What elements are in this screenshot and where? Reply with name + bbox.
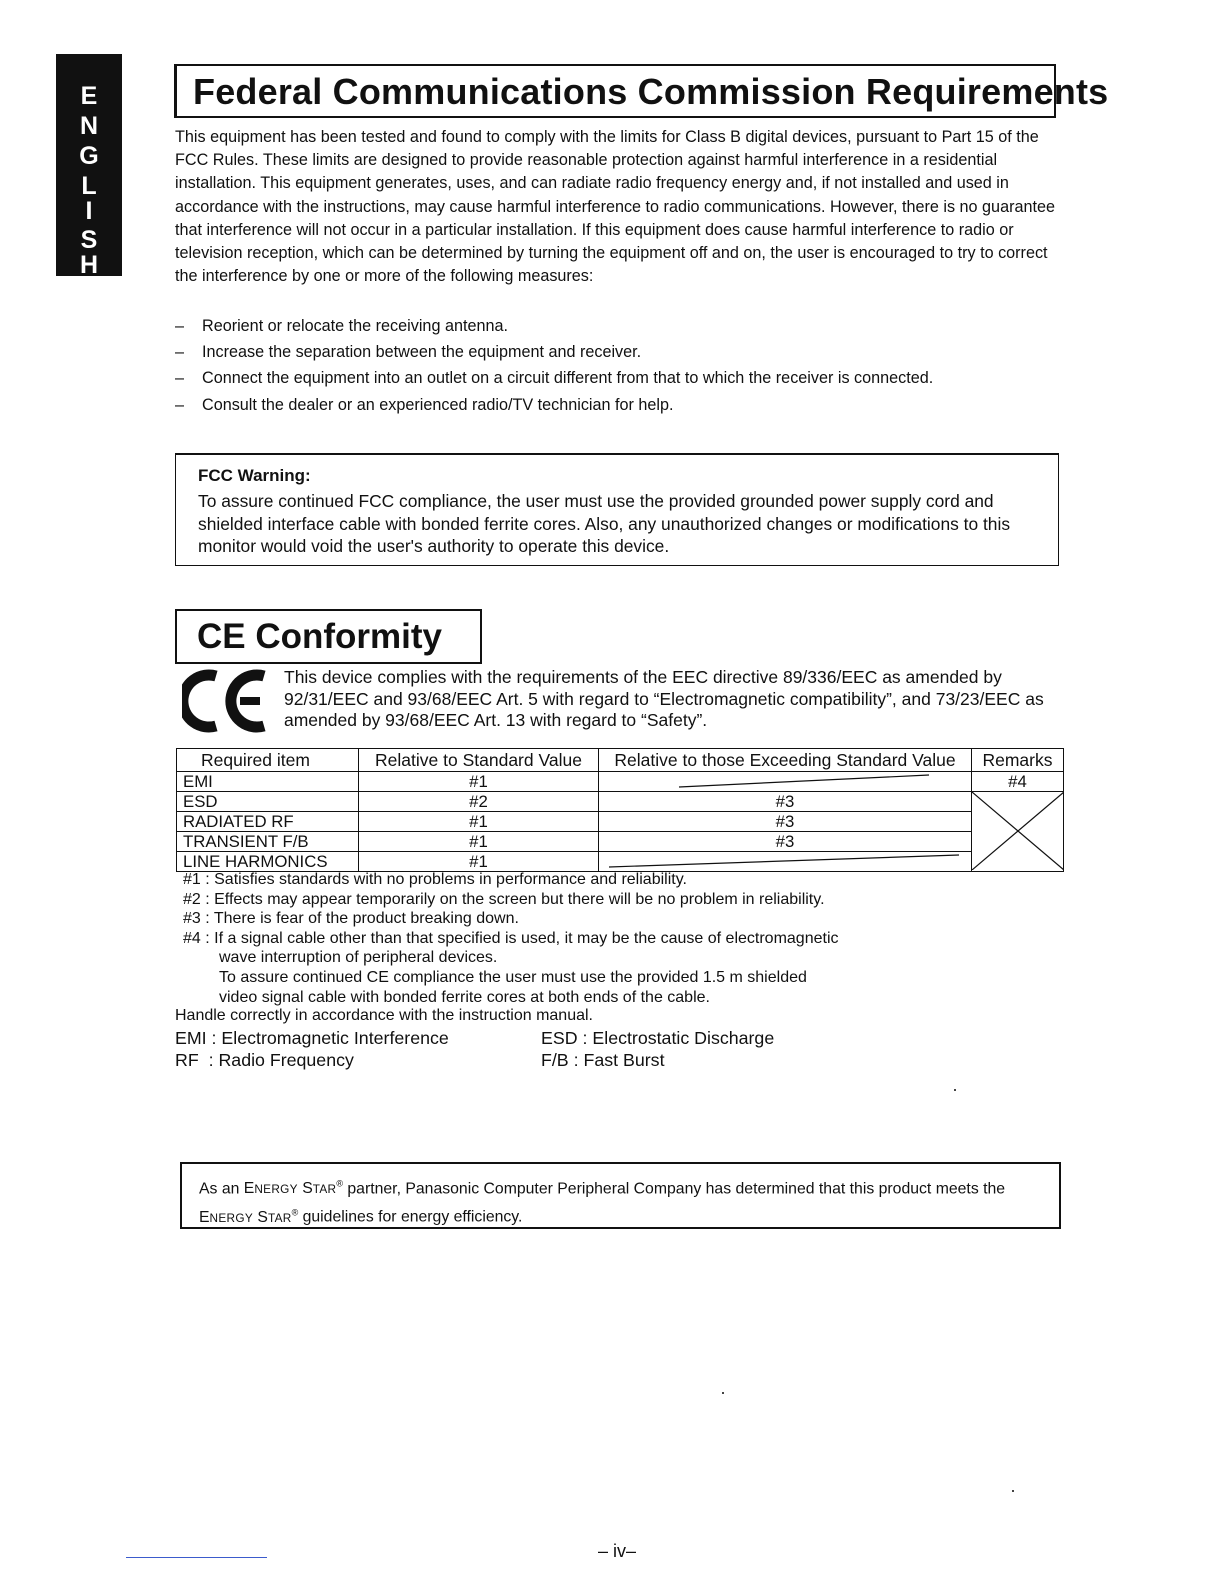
table-row: RADIATED RF #1 #3 [177,812,1064,832]
column-header: Relative to Standard Value [359,749,599,772]
fcc-paragraph: This equipment has been tested and found to comply with the limits for Class B digital devices, pursuant to Part 15 of the FCC Rules. These limits are designed to provide reasonable protection against harmful interference in a residential installation. This equipment generates, uses, and can radiate radio frequency energy and, if not installed and used in accordance with the instructions, may cause harmful interference to radio communications. However, there is no guarantee that interference will not occur in a particular installation. If this equipment does cause harmful interference to radio or television reception, which can be determined by turning the equipment off and on, the user is encouraged to try to correct the interference by one or more of the following measures: [175,128,1055,286]
abbreviation: ESD : Electrostatic Discharge [541,1028,775,1048]
footnote: #3 : There is fear of the product breaking down. [183,910,519,928]
footnote: #2 : Effects may appear temporarily on the screen but there will be no problem in reliability. [183,890,825,908]
abbreviation: RF : Radio Frequency [175,1050,354,1070]
list-item: – Increase the separation between the equipment and receiver. [175,343,642,361]
ce-section-title: CE Conformity [175,609,482,664]
abbreviation-row [175,1049,975,1071]
language-tab [56,54,122,279]
list-item: – Connect the equipment into an outlet on a circuit different from that to which the receiver is connected. [175,369,934,387]
language-tab-letter: G [79,142,99,170]
scan-speck [722,1392,724,1394]
page-number: – iv– [598,1541,637,1561]
table-row: TRANSIENT F/B #1 #3 [177,832,1064,852]
footnote-continuation: wave interruption of peripheral devices. [219,949,498,967]
table-row: LINE HARMONICS #1 [177,852,1064,872]
table-header-row [177,749,1064,772]
scan-speck [1012,1490,1014,1492]
language-tab-letter: L [81,172,97,200]
column-header: Relative to those Exceeding Standard Value [599,749,972,772]
table-row: ESD #2 #3 [177,792,1064,812]
ce-compliance-text: This device complies with the requirements of the EEC directive 89/336/EEC as amended by 92/31/EEC and 93/68/EEC Art. 5 with regard to “Electromagnetic compatibility”, and 73/23/EEC as amended by 93/68/EEC Art. 13 with regard to “Safety”. [284,667,1044,731]
fcc-warning-box [175,453,1059,566]
list-item: – Consult the dealer or an experienced radio/TV technician for help. [175,396,674,414]
footnote: #4 : If a signal cable other than that specified is used, it may be the cause of electromagnetic [183,929,839,947]
fcc-section-title: Federal Communications Commission Requirements [174,64,1056,118]
cross-icon [972,792,1064,870]
energy-star-brand: ENERGY STAR® [243,1179,343,1198]
ce-requirements-table [176,748,1063,871]
ce-mark-icon [182,668,272,734]
handling-note: Handle correctly in accordance with the instruction manual. [175,1007,593,1024]
strike-line [599,772,972,791]
footnote: #1 : Satisfies standards with no problems in performance and reliability. [183,871,687,888]
column-header: Remarks [972,749,1064,772]
divider [126,1557,267,1558]
abbreviations [175,1027,975,1071]
language-tab-letter: H [79,251,99,279]
ce-footnotes [183,870,1063,1007]
energy-star-brand: ENERGY STAR® [199,1207,299,1226]
strike-line [599,852,972,871]
not-applicable-cell [599,772,972,792]
fcc-measures-list [175,313,1055,418]
language-tab-letter: I [85,197,93,225]
footnote-continuation: video signal cable with bonded ferrite cores at both ends of the cable. [219,988,710,1006]
table-row: EMI #1 #4 [177,772,1064,792]
language-tab-letter: E [80,82,98,110]
abbreviation: F/B : Fast Burst [541,1050,665,1070]
scan-speck [954,1089,956,1091]
remarks-crossed-cell [972,792,1064,872]
list-item: – Reorient or relocate the receiving antenna. [175,317,508,335]
language-tab-letter: S [80,226,98,254]
footnote-continuation: To assure continued CE compliance the user must use the provided 1.5 m shielded [219,968,807,986]
column-header: Required item [177,749,359,772]
energy-star-notice: As an ENERGY STAR® partner, Panasonic Computer Peripheral Company has determined that this product meets the ENERGY STAR® guidelines for energy efficiency. [180,1162,1061,1229]
fcc-warning-heading: FCC Warning: [198,466,311,485]
abbreviation: EMI : Electromagnetic Interference [175,1028,449,1048]
not-applicable-cell [599,852,972,872]
language-tab-letter: N [79,112,99,140]
abbreviation-row [175,1027,975,1049]
fcc-warning-text: To assure continued FCC compliance, the user must use the provided grounded power supply cord and shielded interface cable with bonded ferrite cores. Also, any unauthorized changes or modifications to this monitor would void the user's authority to operate this device. [198,491,1011,556]
